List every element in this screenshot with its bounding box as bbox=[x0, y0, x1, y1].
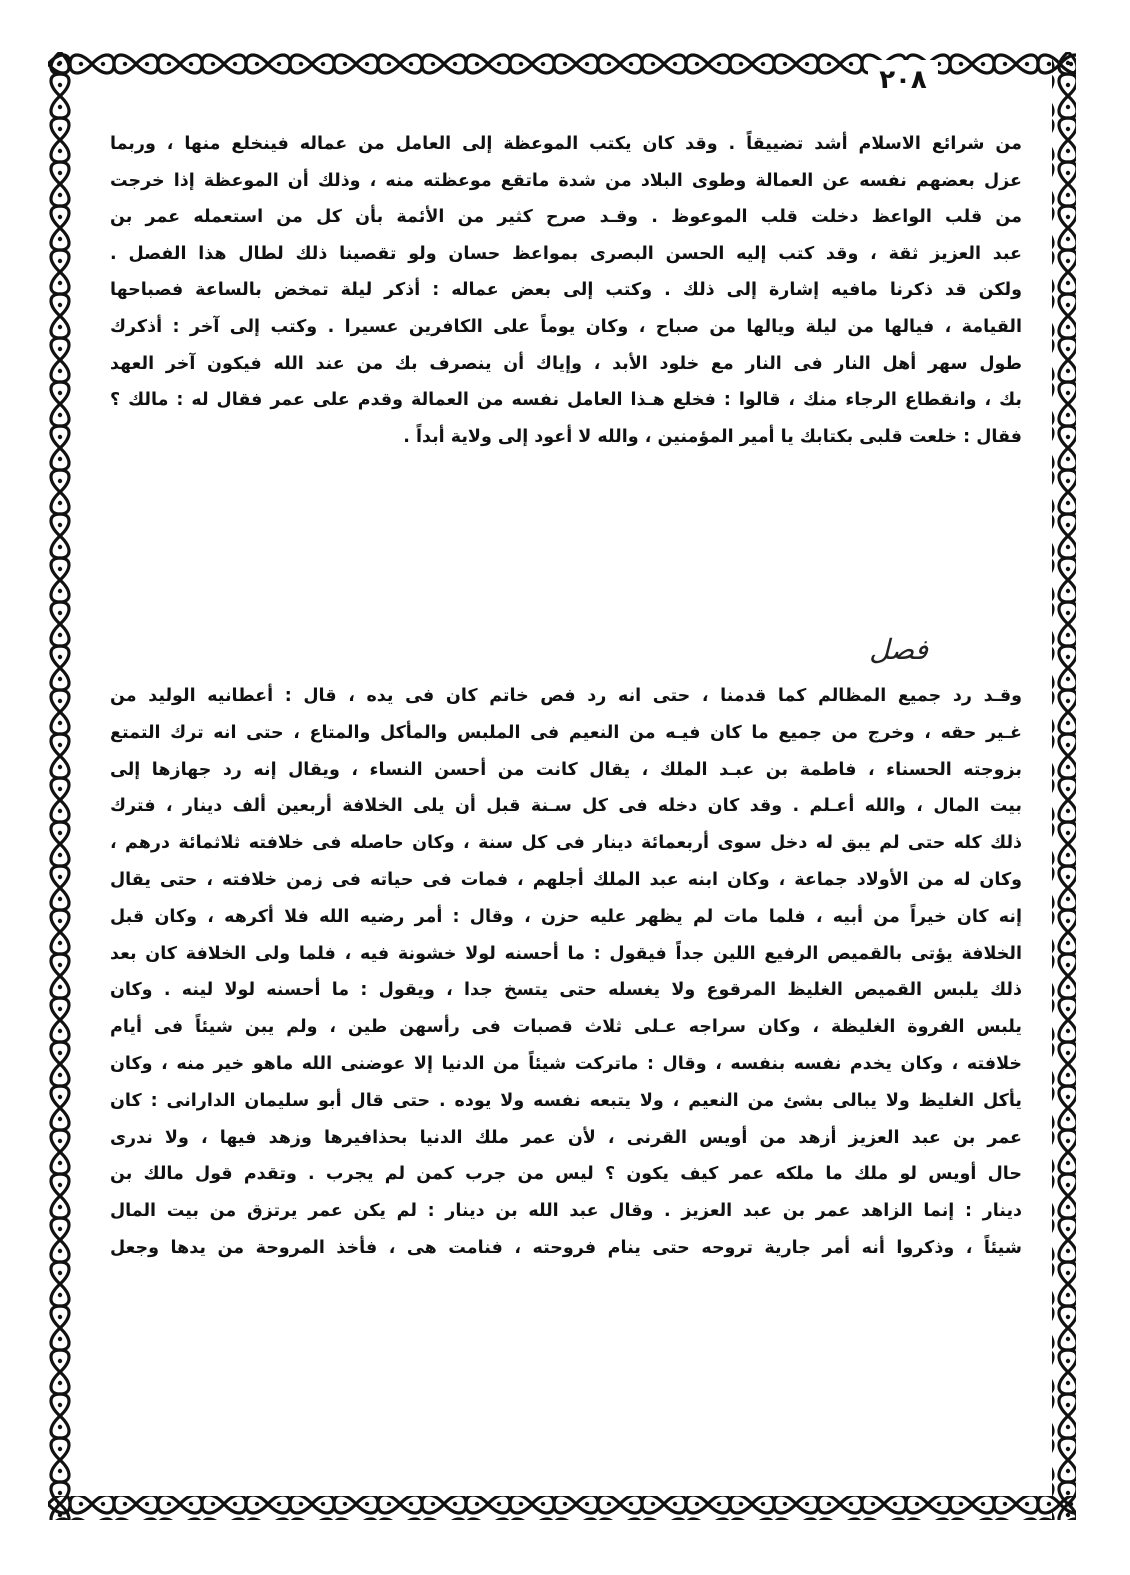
text-line: طول سهر أهل النار فى النار مع خلود الأبد ، وإياك أن ينصرف بك من عند الله فيكون آخر العهد bbox=[110, 353, 1022, 374]
text-line: يأكل الغليظ ولا يبالى بشئ من النعيم ، ولا يتبعه نفسه ولا يوده . حتى قال أبو سليمان الدارانى : كان bbox=[110, 1090, 1022, 1111]
top-paragraph bbox=[110, 126, 1022, 455]
text-line: دينار : إنما الزاهد عمر بن عبد العزيز . وقال عبد الله بن دينار : لم يكن عمر يرتزق من بيت المال bbox=[110, 1201, 1022, 1222]
text-line: القيامة ، فيالها من ليلة ويالها من صباح ، وكان يوماً على الكافرين عسيرا . وكتب إلى آخر : أذكرك bbox=[110, 316, 1022, 337]
text-line: غـير حقه ، وخرج من جميع ما كان فيـه من النعيم فى الملبس والمأكل والمتاع ، حتى انه ترك التمتع bbox=[110, 722, 1022, 743]
text-line: ذلك يلبس القميص الغليظ المرقوع ولا يغسله حتى يتسخ جدا ، ويقول : ما أحسنه لولا لينه . وكان bbox=[110, 980, 1022, 1001]
text-line: فقال : خلعت قلبى بكتابك يا أمير المؤمنين ، والله لا أعود إلى ولاية أبداً . bbox=[403, 426, 1022, 447]
text-line: عبد العزيز ثقة ، وقد كتب إليه الحسن البصرى بمواعظ حسان ولو تقصينا ذلك لطال هذا الفصل . bbox=[110, 243, 1022, 264]
text-line: خلافته ، وكان يخدم نفسه بنفسه ، وقال : ماتركت شيئاً من الدنيا إلا عوضنى الله ماهو خير منه ، وكان bbox=[110, 1053, 1022, 1074]
text-line: عمر بن عبد العزيز أزهد من أويس القرنى ، لأن عمر ملك الدنيا بحذافيرها وزهد فيها ، ولا ندرى bbox=[110, 1127, 1022, 1148]
text-line: ولكن قد ذكرنا مافيه إشارة إلى ذلك . وكتب إلى بعض عماله : أذكر ليلة تمخض بالساعة فصباحها bbox=[110, 280, 1022, 301]
text-line: حال أويس لو ملك ما ملكه عمر كيف يكون ؟ ليس من جرب كمن لم يجرب . وتقدم قول مالك بن bbox=[110, 1164, 1022, 1185]
bottom-paragraph bbox=[110, 678, 1022, 1267]
text-line: عزل بعضهم نفسه عن العمالة وطوى البلاد من شدة ماتقع موعظته منه ، وذلك أن الموعظة إذا خرجت bbox=[110, 170, 1022, 191]
text-line: من شرائع الاسلام أشد تضييقاً . وقد كان يكتب الموعظة إلى العامل من عماله فينخلع منها ، وربما bbox=[110, 134, 1022, 154]
text-line: الخلافة يؤتى بالقميص الرفيع اللين جداً فيقول : ما أحسنه لولا خشونة فيه ، فلما ولى الخلافة كان بعد bbox=[110, 943, 1022, 964]
page-number: ٢٠٨ bbox=[868, 60, 938, 100]
text-line: بزوجته الحسناء ، فاطمة بن عبـد الملك ، يقال كانت من أحسن النساء ، ويقال إنه رد جهازها إلى bbox=[110, 759, 1022, 780]
text-line: من قلب الواعظ دخلت قلب الموعوظ . وقـد صرح كثير من الأئمة بأن كل من استعمله عمر بن bbox=[110, 207, 1022, 228]
text-line: بيت المال ، والله أعـلم . وقد كان دخله فى كل سـنة قبل أن يلى الخلافة أربعين ألف دينار ، فترك bbox=[110, 796, 1022, 817]
text-line: بك ، وانقطاع الرجاء منك ، قالوا : فخلع هـذا العامل نفسه من العمالة وقدم على عمر فقال له : مالك ؟ bbox=[110, 390, 1022, 411]
text-line: ذلك كله حتى لم يبق له دخل سوى أربعمائة دينار فى كل سنة ، وكان حاصله فى خلافته ثلاثمائة درهم ، bbox=[110, 833, 1022, 854]
text-line: يلبس الفروة الغليظة ، وكان سراجه عـلى ثلاث قصبات فى رأسهن طين ، ولم يبن شيئاً فى أيام bbox=[110, 1017, 1022, 1038]
text-line: وقـد رد جميع المظالم كما قدمنا ، حتى انه رد فص خاتم كان فى يده ، قال : أعطانيه الوليد من bbox=[110, 686, 1022, 706]
text-line: وكان له من الأولاد جماعة ، وكان ابنه عبد الملك أجلهم ، فمات فى حياته فى زمن خلافته ، حتى يقال bbox=[110, 869, 1022, 890]
text-line: إنه كان خيراً من أبيه ، فلما مات لم يظهر عليه حزن ، وقال : أمر رضيه الله فلا أكرهه ، وكان قبل bbox=[110, 906, 1022, 927]
section-heading: فصل bbox=[869, 633, 928, 666]
text-line: شيئاً ، وذكروا أنه أمر جارية تروحه حتى ينام فروحته ، فنامت هى ، فأخذ المروحة من يدها وجعل bbox=[110, 1237, 1022, 1258]
